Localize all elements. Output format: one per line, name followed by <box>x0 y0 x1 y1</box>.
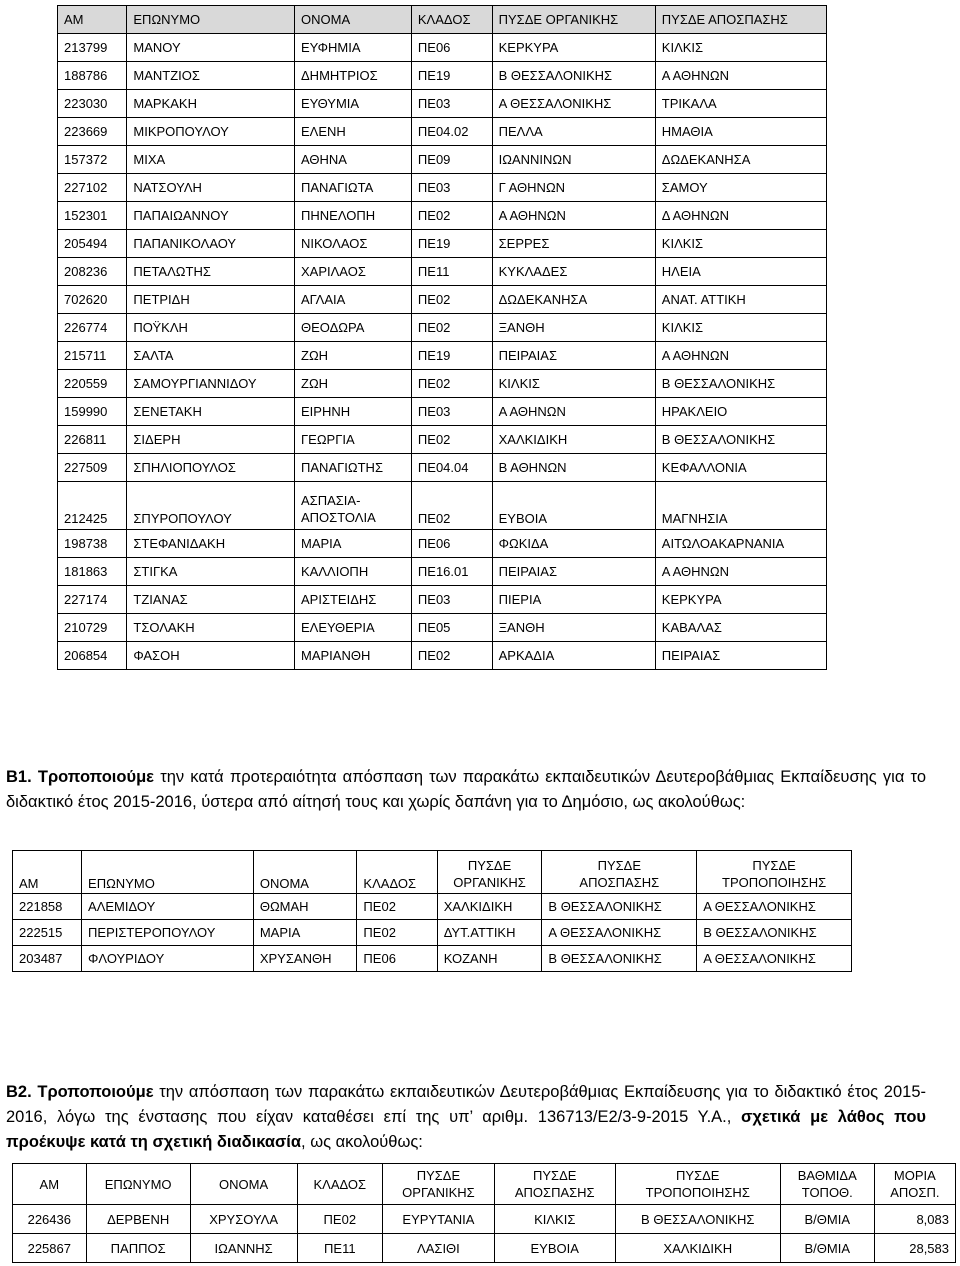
column-header: ΠΥΣΔΕ ΤΡΟΠΟΠΟΙΗΣΗΣ <box>615 1164 780 1205</box>
table-cell: ΑΡΚΑΔΙΑ <box>492 642 655 670</box>
table-cell: Α ΑΘΗΝΩΝ <box>492 398 655 426</box>
section-b1-verb: Τροποποιούμε <box>37 768 155 786</box>
table-cell: Β ΘΕΣΣΑΛΟΝΙΚΗΣ <box>542 946 697 972</box>
table-cell: ΠΕ04.02 <box>411 118 492 146</box>
column-header: ΠΥΣΔΕ ΟΡΓΑΝΙΚΗΣ <box>492 6 655 34</box>
table-cell: ΠΑΝΑΓΙΩΤΑ <box>295 174 412 202</box>
table-cell: ΜΙΧΑ <box>127 146 295 174</box>
table-cell: 198738 <box>58 530 127 558</box>
table-cell: Α ΘΕΣΣΑΛΟΝΙΚΗΣ <box>697 894 852 920</box>
table-header-row <box>13 1164 956 1205</box>
table-row <box>58 146 827 174</box>
table-cell: ΧΑΡΙΛΑΟΣ <box>295 258 412 286</box>
table-cell: ΠΑΠΑΝΙΚΟΛΑΟΥ <box>127 230 295 258</box>
table-row <box>58 642 827 670</box>
table-cell: ΜΑΓΝΗΣΙΑ <box>655 482 826 530</box>
column-header: ΠΥΣΔΕ ΟΡΓΑΝΙΚΗΣ <box>437 851 542 894</box>
table-cell: ΠΙΕΡΙΑ <box>492 586 655 614</box>
table-cell: 8,083 <box>874 1205 955 1234</box>
table-cell: 222515 <box>13 920 82 946</box>
table-header-row <box>13 851 852 894</box>
table-cell: ΚΑΒΑΛΑΣ <box>655 614 826 642</box>
table-cell: Β ΘΕΣΣΑΛΟΝΙΚΗΣ <box>615 1205 780 1234</box>
table-cell: ΠΕ02 <box>411 370 492 398</box>
table-cell: 213799 <box>58 34 127 62</box>
table-cell: ΑΘΗΝΑ <box>295 146 412 174</box>
table-cell: ΠΕ06 <box>411 530 492 558</box>
table-cell: ΠΕ03 <box>411 398 492 426</box>
table-cell: ΕΥΒΟΙΑ <box>492 482 655 530</box>
table-cell: 226811 <box>58 426 127 454</box>
section-b2-text-before: την απόσπαση των παρακάτω εκπαιδευτικών Δευτεροβάθμιας Εκπαίδευσης για το διδακτικό έτος 2015-2016, λόγω της ένστασης που είχαν καταθέσει επί της υπ’ αριθμ. 136713/Ε2/3-9-2015 Υ.Α., <box>6 1083 927 1126</box>
table-row <box>58 34 827 62</box>
table-cell: ΠΕΙΡΑΙΑΣ <box>492 342 655 370</box>
table-row <box>58 62 827 90</box>
table-cell: ΠΕΛΛΑ <box>492 118 655 146</box>
table-cell: ΠΕ06 <box>411 34 492 62</box>
column-header: ΕΠΩΝΥΜΟ <box>127 6 295 34</box>
table-row <box>58 118 827 146</box>
table-cell: 205494 <box>58 230 127 258</box>
table-cell: ΠΕ04.04 <box>411 454 492 482</box>
table-row <box>58 558 827 586</box>
table-cell: ΤΡΙΚΑΛΑ <box>655 90 826 118</box>
table-cell: ΕΥΡΥΤΑΝΙΑ <box>383 1205 495 1234</box>
table-cell: ΚΙΛΚΙΣ <box>494 1205 615 1234</box>
table-cell: ΠΕ19 <box>411 62 492 90</box>
table-cell: 226774 <box>58 314 127 342</box>
table-cell: ΠΕ02 <box>411 426 492 454</box>
table-row <box>13 1205 956 1234</box>
table-cell: 215711 <box>58 342 127 370</box>
section-b2-bold-text: σχετικά με λάθος που προέκυψε κατά τη σχετική διαδικασία <box>6 1108 926 1151</box>
column-header: ΠΥΣΔΕ ΑΠΟΣΠΑΣΗΣ <box>655 6 826 34</box>
table-cell: ΠΕ02 <box>411 482 492 530</box>
table-cell: ΠΕ02 <box>357 894 437 920</box>
table-header-row <box>58 6 827 34</box>
table-cell: 210729 <box>58 614 127 642</box>
table-cell: Α ΑΘΗΝΩΝ <box>655 342 826 370</box>
table-cell: ΓΕΩΡΓΙΑ <box>295 426 412 454</box>
table-cell: ΜΑΝΤΖΙΟΣ <box>127 62 295 90</box>
table-cell: 152301 <box>58 202 127 230</box>
table-cell: ΕΥΘΥΜΙΑ <box>295 90 412 118</box>
table-cell: 159990 <box>58 398 127 426</box>
table-cell: ΧΑΛΚΙΔΙΚΗ <box>615 1234 780 1263</box>
table-row <box>58 426 827 454</box>
table-cell: ΣΑΛΤΑ <box>127 342 295 370</box>
table-cell: ΧΑΛΚΙΔΙΚΗ <box>492 426 655 454</box>
table-cell: 225867 <box>13 1234 87 1263</box>
table-cell: ΖΩΗ <box>295 342 412 370</box>
column-header: ΚΛΑΔΟΣ <box>411 6 492 34</box>
table-cell: ΚΕΦΑΛΛΟΝΙΑ <box>655 454 826 482</box>
table-cell: ΠΕ11 <box>297 1234 383 1263</box>
table-cell: 227509 <box>58 454 127 482</box>
column-header: ΑΜ <box>13 1164 87 1205</box>
table-row <box>58 454 827 482</box>
table-cell: ΗΡΑΚΛΕΙΟ <box>655 398 826 426</box>
table-cell: Β ΑΘΗΝΩΝ <box>492 454 655 482</box>
table-cell: ΠΕΡΙΣΤΕΡΟΠΟΥΛΟΥ <box>82 920 254 946</box>
table-row <box>13 1234 956 1263</box>
table-cell: Β ΘΕΣΣΑΛΟΝΙΚΗΣ <box>542 894 697 920</box>
table-cell: Α ΘΕΣΣΑΛΟΝΙΚΗΣ <box>697 946 852 972</box>
table-cell: ΠΟΫΚΛΗ <box>127 314 295 342</box>
table-cell: ΚΙΛΚΙΣ <box>492 370 655 398</box>
table-cell: ΠΑΠΠΟΣ <box>86 1234 190 1263</box>
section-b2-text-after: , ως ακολούθως: <box>301 1133 423 1151</box>
table-cell: 220559 <box>58 370 127 398</box>
section-b2-paragraph <box>6 1080 926 1155</box>
table-cell: 208236 <box>58 258 127 286</box>
table-row <box>58 202 827 230</box>
table-cell: 226436 <box>13 1205 87 1234</box>
table-cell: 181863 <box>58 558 127 586</box>
column-header: ΚΛΑΔΟΣ <box>297 1164 383 1205</box>
section-b1-text: την κατά προτεραιότητα απόσπαση των παρακάτω εκπαιδευτικών Δευτεροβάθμιας Εκπαίδευσης για το διδακτικό έτος 2015-2016, ύστερα από αίτησή τους και χωρίς δαπάνη για το Δημόσιο, ως ακολούθως: <box>6 768 926 811</box>
table-cell: ΚΙΛΚΙΣ <box>655 230 826 258</box>
table-row <box>58 530 827 558</box>
table-cell: ΚΕΡΚΥΡΑ <box>492 34 655 62</box>
table-cell: ΠΕ19 <box>411 230 492 258</box>
table-cell: ΚΙΛΚΙΣ <box>655 314 826 342</box>
table-cell: ΣΠΗΛΙΟΠΟΥΛΟΣ <box>127 454 295 482</box>
table-cell: ΠΕ09 <box>411 146 492 174</box>
table-cell: ΘΩΜΑΗ <box>253 894 357 920</box>
table-cell: ΠΕ03 <box>411 586 492 614</box>
b2-modifications-table <box>12 1163 956 1263</box>
column-header: ΚΛΑΔΟΣ <box>357 851 437 894</box>
section-b2-verb: Τροποποιούμε <box>37 1083 154 1101</box>
table-cell: ΠΕ02 <box>411 642 492 670</box>
table-cell: ΗΜΑΘΙΑ <box>655 118 826 146</box>
table-cell: Α ΘΕΣΣΑΛΟΝΙΚΗΣ <box>542 920 697 946</box>
table-cell: ΑΝΑΤ. ΑΤΤΙΚΗ <box>655 286 826 314</box>
table-cell: ΑΡΙΣΤΕΙΔΗΣ <box>295 586 412 614</box>
column-header: ΠΥΣΔΕ ΑΠΟΣΠΑΣΗΣ <box>494 1164 615 1205</box>
column-header: ΕΠΩΝΥΜΟ <box>86 1164 190 1205</box>
table-row <box>58 258 827 286</box>
table-cell: 203487 <box>13 946 82 972</box>
table-cell: Γ ΑΘΗΝΩΝ <box>492 174 655 202</box>
table-cell: ΠΕ16.01 <box>411 558 492 586</box>
table-cell: ΠΕΤΡΙΔΗ <box>127 286 295 314</box>
table-cell: ΑΙΤΩΛΟΑΚΑΡΝΑΝΙΑ <box>655 530 826 558</box>
table-row <box>13 894 852 920</box>
table-row <box>58 230 827 258</box>
table-row <box>58 286 827 314</box>
table-cell: ΠΗΝΕΛΟΠΗ <box>295 202 412 230</box>
table-cell: 188786 <box>58 62 127 90</box>
column-header: ΜΟΡΙΑ ΑΠΟΣΠ. <box>874 1164 955 1205</box>
table-cell: ΚΕΡΚΥΡΑ <box>655 586 826 614</box>
table-cell: ΔΥΤ.ΑΤΤΙΚΗ <box>437 920 542 946</box>
table-cell: ΠΕΤΑΛΩΤΗΣ <box>127 258 295 286</box>
table-cell: ΕΥΒΟΙΑ <box>494 1234 615 1263</box>
table-row <box>58 174 827 202</box>
table-row <box>58 314 827 342</box>
table-cell: 223669 <box>58 118 127 146</box>
section-b1-paragraph <box>6 765 926 815</box>
table-cell: ΣΕΝΕΤΑΚΗ <box>127 398 295 426</box>
table-cell: ΙΩΑΝΝΙΝΩΝ <box>492 146 655 174</box>
table-cell: ΠΕ05 <box>411 614 492 642</box>
table-cell: Β ΘΕΣΣΑΛΟΝΙΚΗΣ <box>492 62 655 90</box>
table-cell: 212425 <box>58 482 127 530</box>
table-row <box>58 90 827 118</box>
table-cell: ΚΟΖΑΝΗ <box>437 946 542 972</box>
table-cell: ΜΑΡΙΑΝΘΗ <box>295 642 412 670</box>
table-row <box>58 342 827 370</box>
table-cell: Β ΘΕΣΣΑΛΟΝΙΚΗΣ <box>655 426 826 454</box>
table-row <box>13 946 852 972</box>
column-header: ΕΠΩΝΥΜΟ <box>82 851 254 894</box>
table-cell: ΔΕΡΒΕΝΗ <box>86 1205 190 1234</box>
table-cell: ΦΛΟΥΡΙΔΟΥ <box>82 946 254 972</box>
table-cell: ΕΛΕΥΘΕΡΙΑ <box>295 614 412 642</box>
column-header: ΟΝΟΜΑ <box>253 851 357 894</box>
table-cell: ΙΩΑΝΝΗΣ <box>190 1234 297 1263</box>
b1-modifications-table <box>12 850 852 972</box>
table-cell: 206854 <box>58 642 127 670</box>
table-cell: ΗΛΕΙΑ <box>655 258 826 286</box>
table-row <box>58 586 827 614</box>
section-b1-label: Β1. <box>6 768 32 786</box>
column-header: ΠΥΣΔΕ ΟΡΓΑΝΙΚΗΣ <box>383 1164 495 1205</box>
column-header: ΑΜ <box>58 6 127 34</box>
column-header: ΟΝΟΜΑ <box>190 1164 297 1205</box>
table-cell: Β ΘΕΣΣΑΛΟΝΙΚΗΣ <box>697 920 852 946</box>
table-cell: ΜΙΚΡΟΠΟΥΛΟΥ <box>127 118 295 146</box>
table-cell: ΣΑΜΟΥ <box>655 174 826 202</box>
table-cell: ΑΓΛΑΙΑ <box>295 286 412 314</box>
table-cell: ΠΕ02 <box>357 920 437 946</box>
table-cell: ΑΣΠΑΣΙΑ- ΑΠΟΣΤΟΛΙΑ <box>295 482 412 530</box>
table-cell: Α ΘΕΣΣΑΛΟΝΙΚΗΣ <box>492 90 655 118</box>
column-header: ΠΥΣΔΕ ΤΡΟΠΟΠΟΙΗΣΗΣ <box>697 851 852 894</box>
table-cell: 227174 <box>58 586 127 614</box>
table-cell: ΠΕ02 <box>297 1205 383 1234</box>
table-cell: ΝΙΚΟΛΑΟΣ <box>295 230 412 258</box>
table-cell: ΧΡΥΣΟΥΛΑ <box>190 1205 297 1234</box>
table-cell: Α ΑΘΗΝΩΝ <box>655 62 826 90</box>
table-cell: ΚΑΛΛΙΟΠΗ <box>295 558 412 586</box>
table-row <box>58 370 827 398</box>
column-header: ΑΜ <box>13 851 82 894</box>
table-cell: ΣΤΕΦΑΝΙΔΑΚΗ <box>127 530 295 558</box>
table-cell: ΠΑΝΑΓΙΩΤΗΣ <box>295 454 412 482</box>
table-cell: ΜΑΡΙΑ <box>253 920 357 946</box>
table-cell: ΣΕΡΡΕΣ <box>492 230 655 258</box>
table-cell: ΠΕ02 <box>411 202 492 230</box>
table-cell: 28,583 <box>874 1234 955 1263</box>
table-cell: Α ΑΘΗΝΩΝ <box>655 558 826 586</box>
table-cell: ΔΩΔΕΚΑΝΗΣΑ <box>492 286 655 314</box>
section-b2-label: Β2. <box>6 1083 32 1101</box>
table-cell: ΖΩΗ <box>295 370 412 398</box>
table-cell: ΜΑΡΚΑΚΗ <box>127 90 295 118</box>
table-cell: 227102 <box>58 174 127 202</box>
table-cell: ΠΕ02 <box>411 286 492 314</box>
table-cell: Β/ΘΜΙΑ <box>780 1234 874 1263</box>
table-cell: ΚΙΛΚΙΣ <box>655 34 826 62</box>
table-cell: Δ ΑΘΗΝΩΝ <box>655 202 826 230</box>
transfers-table <box>57 5 827 670</box>
table-cell: ΑΛΕΜΙΔΟΥ <box>82 894 254 920</box>
column-header: ΠΥΣΔΕ ΑΠΟΣΠΑΣΗΣ <box>542 851 697 894</box>
table-cell: ΕΥΦΗΜΙΑ <box>295 34 412 62</box>
table-cell: ΠΕ06 <box>357 946 437 972</box>
table-cell: ΔΗΜΗΤΡΙΟΣ <box>295 62 412 90</box>
table-cell: 223030 <box>58 90 127 118</box>
table-cell: ΤΣΟΛΑΚΗ <box>127 614 295 642</box>
table-row <box>58 614 827 642</box>
table-cell: ΦΑΣΟΗ <box>127 642 295 670</box>
table-cell: ΕΛΕΝΗ <box>295 118 412 146</box>
table-cell: ΘΕΟΔΩΡΑ <box>295 314 412 342</box>
table-cell: ΣΙΔΕΡΗ <box>127 426 295 454</box>
table-cell: ΠΕ03 <box>411 174 492 202</box>
table-cell: ΝΑΤΣΟΥΛΗ <box>127 174 295 202</box>
table-cell: ΣΤΙΓΚΑ <box>127 558 295 586</box>
table-cell: 157372 <box>58 146 127 174</box>
table-row <box>13 920 852 946</box>
table-cell: ΠΕΙΡΑΙΑΣ <box>492 558 655 586</box>
column-header: ΒΑΘΜΙΔΑ ΤΟΠΟΘ. <box>780 1164 874 1205</box>
table-cell: Α ΑΘΗΝΩΝ <box>492 202 655 230</box>
table-cell: ΦΩΚΙΔΑ <box>492 530 655 558</box>
table-cell: ΠΕ02 <box>411 314 492 342</box>
table-cell: ΜΑΡΙΑ <box>295 530 412 558</box>
table-cell: 702620 <box>58 286 127 314</box>
table-cell: ΔΩΔΕΚΑΝΗΣΑ <box>655 146 826 174</box>
table-cell: ΧΑΛΚΙΔΙΚΗ <box>437 894 542 920</box>
table-cell: Β/ΘΜΙΑ <box>780 1205 874 1234</box>
column-header: ΟΝΟΜΑ <box>295 6 412 34</box>
table-cell: ΠΕ03 <box>411 90 492 118</box>
table-cell: ΚΥΚΛΑΔΕΣ <box>492 258 655 286</box>
table-cell: ΠΕΙΡΑΙΑΣ <box>655 642 826 670</box>
table-cell: ΠΕ11 <box>411 258 492 286</box>
table-row <box>58 398 827 426</box>
table-cell: ΣΑΜΟΥΡΓΙΑΝΝΙΔΟΥ <box>127 370 295 398</box>
table-cell: ΜΑΝΟΥ <box>127 34 295 62</box>
table-cell: ΤΖΙΑΝΑΣ <box>127 586 295 614</box>
table-cell: ΛΑΣΙΘΙ <box>383 1234 495 1263</box>
table-cell: ΠΕ19 <box>411 342 492 370</box>
table-cell: ΣΠΥΡΟΠΟΥΛΟΥ <box>127 482 295 530</box>
table-cell: ΧΡΥΣΑΝΘΗ <box>253 946 357 972</box>
table-cell: 221858 <box>13 894 82 920</box>
table-cell: ΠΑΠΑΙΩΑΝΝΟΥ <box>127 202 295 230</box>
table-cell: ΕΙΡΗΝΗ <box>295 398 412 426</box>
table-row <box>58 482 827 530</box>
table-cell: Β ΘΕΣΣΑΛΟΝΙΚΗΣ <box>655 370 826 398</box>
table-cell: ΞΑΝΘΗ <box>492 314 655 342</box>
table-cell: ΞΑΝΘΗ <box>492 614 655 642</box>
